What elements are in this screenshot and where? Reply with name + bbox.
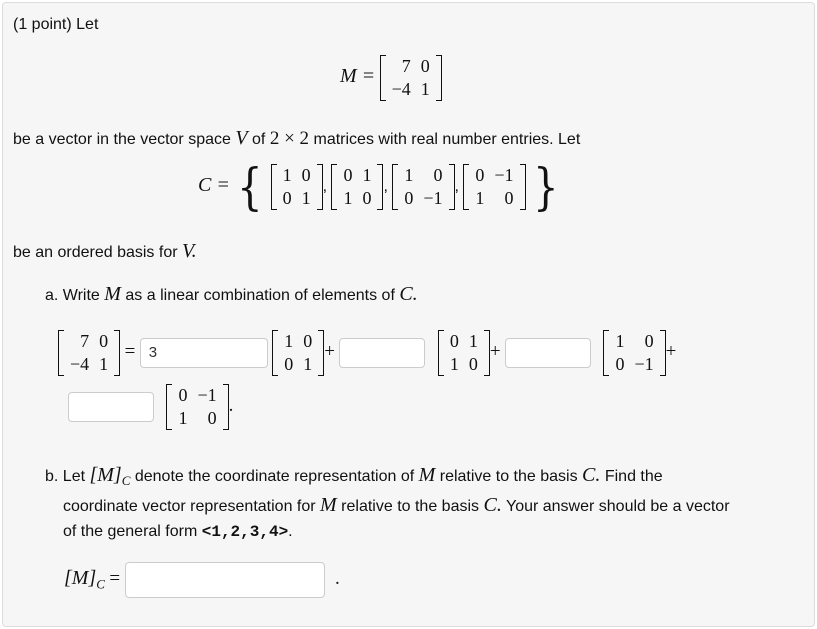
coefficient-input-4[interactable] xyxy=(68,392,154,422)
sentence-vector-space: be a vector in the vector space V of 2 × 2 matrices with real number entries. Let xyxy=(13,127,581,149)
basis-matrix-1: 1 0 0 1 xyxy=(271,164,323,210)
basis-matrix-3: 1 0 0 −1 xyxy=(392,164,454,210)
basis-matrix-4: 0 −1 1 0 xyxy=(463,164,525,210)
basis-C-definition: C = { 1 0 0 1 , 0 1 1 0 , 1 0 0 −1 , 0 −1 1 0 } xyxy=(198,158,559,216)
part-a-equation-line1: 7 0 −4 1 = 3 1 0 0 1 + 0 1 1 0 + 1 0 0 −1 + xyxy=(58,330,676,376)
coefficient-input-2[interactable] xyxy=(339,338,425,368)
part-b-prompt: b. Let $[M]_C$ denote the coordinate representation of M relative to the basis C. Find the coordinate vector representation for M relative to the basis C. Your answer should be a vector of the general form <1,2,3,4>. xyxy=(45,464,730,542)
coefficient-input-3[interactable] xyxy=(505,338,591,368)
basis-matrix-2: 0 1 1 0 xyxy=(331,164,383,210)
part-a-equation-line2: 0 −1 1 0 . xyxy=(68,384,233,430)
part-a-prompt: a. Write M as a linear combination of elements of C. xyxy=(45,283,418,305)
m-label: M = xyxy=(340,65,376,88)
part-b-answer-row: $[M]_C$ = . xyxy=(64,562,340,598)
sentence-ordered-basis: be an ordered basis for V. xyxy=(13,240,197,262)
coordinate-vector-input[interactable] xyxy=(125,562,325,598)
intro-text: (1 point) Let xyxy=(13,16,99,33)
matrix-M: 7 0 −4 1 xyxy=(380,55,442,101)
coefficient-input-1[interactable]: 3 xyxy=(140,338,268,368)
matrix-M-definition xyxy=(340,55,442,101)
